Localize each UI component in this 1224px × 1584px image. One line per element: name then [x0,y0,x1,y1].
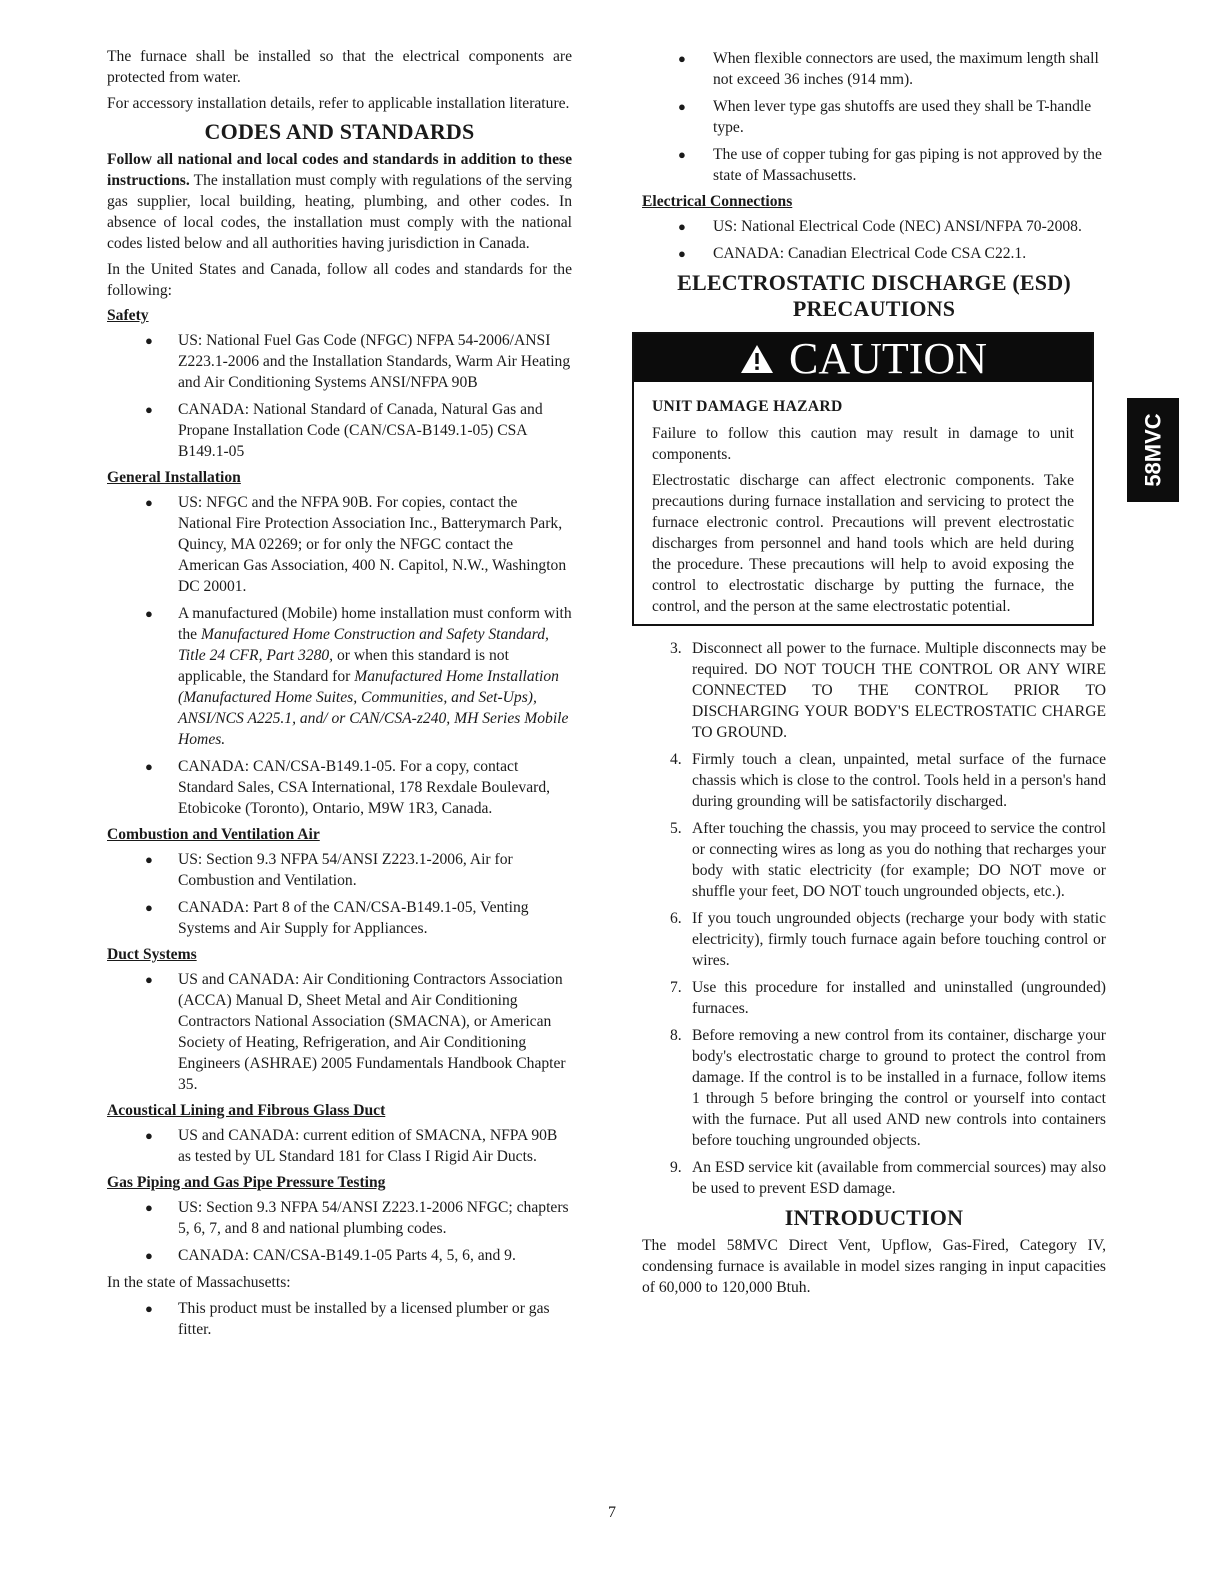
duct-systems-list [107,969,572,1095]
bullet-icon: ● [678,147,686,162]
duct-systems-heading: Duct Systems [107,946,197,963]
list-item [107,1298,572,1340]
list-item-text: When lever type gas shutoffs are used they shall be T-handle type. [713,98,1092,136]
step-number: 9. [670,1159,682,1176]
esd-heading-line-2: PRECAUTIONS [792,296,956,321]
bullet-icon: ● [145,759,153,774]
bullet-icon: ● [145,852,153,867]
list-item-text: The use of copper tubing for gas piping is not approved by the state of Massachusetts. [713,146,1102,184]
general-installation-heading: General Installation [107,469,241,486]
step-text: Use this procedure for installed and uninstalled (ungrounded) furnaces. [692,979,1106,1017]
step-text: If you touch ungrounded objects (recharge your body with static electricity), firmly touch furnace again before touching control or wires. [692,910,1106,969]
list-item [107,756,572,819]
list-item [642,749,1106,812]
step-number: 8. [670,1027,682,1044]
bullet-icon: ● [145,402,153,417]
caution-banner-text: CAUTION [789,334,987,383]
list-item-text: US: NFGC and the NFPA 90B. For copies, contact the National Fire Protection Association Inc., Batterymarch Park, Quincy, MA 02269; or for only the NFGC contact the American Gas Association, 400 N. Capitol, N.W., Washington DC 20001. [178,494,567,595]
bullet-icon: ● [145,606,153,621]
list-item-text: US: Section 9.3 NFPA 54/ANSI Z223.1-2006, Air for Combustion and Ventilation. [178,851,513,889]
step-number: 6. [670,910,682,927]
step-number: 3. [670,640,682,657]
safety-heading: Safety [107,307,149,324]
step-text: Firmly touch a clean, unpainted, metal surface of the furnace chassis which is close to the control. Tools held in a person's hand during grounding will be satisfactorily discharged. [692,751,1106,810]
page-number: 7 [608,1504,616,1521]
gas-piping-heading: Gas Piping and Gas Pipe Pressure Testing [107,1174,386,1191]
list-item-text: US and CANADA: current edition of SMACNA, NFPA 90B as tested by UL Standard 181 for Class I Rigid Air Ducts. [178,1127,558,1165]
list-item-text: US: Section 9.3 NFPA 54/ANSI Z223.1-2006 NFGC; chapters 5, 6, 7, and 8 and national plumbing codes. [178,1199,569,1237]
intro-paragraph-1: The furnace shall be installed so that the electrical components are protected from water. [107,48,572,86]
caution-title: UNIT DAMAGE HAZARD [652,398,843,415]
safety-list [107,330,572,462]
combustion-list [107,849,572,939]
list-item [642,977,1106,1019]
italic-title: Manufactured Home Installation (Manufactured Home Suites, Communities, and Set-Ups), ANSI/NCS A225.1, and/ or CAN/CSA-z240, MH Series Mobile Homes. [178,668,569,748]
list-item [642,1157,1106,1199]
caution-body [634,382,1092,624]
list-item [107,897,572,939]
bullet-icon: ● [145,972,153,987]
step-text: Disconnect all power to the furnace. Multiple disconnects may be required. DO NOT TOUCH THE CONTROL OR ANY WIRE CONNECTED TO THE CONTROL PRIOR TO DISCHARGING YOUR BODY'S ELECTROSTATIC CHARGE TO GROUND. [692,640,1106,741]
codes-rest-text: The installation must comply with regulations of the serving gas supplier, local building, heating, plumbing, and other codes. In absence of local codes, the installation must comply with the national codes listed below and all authorities having jurisdiction in Canada. [107,172,572,252]
bullet-icon: ● [678,219,686,234]
bullet-icon: ● [678,99,686,114]
caution-box [632,332,1094,626]
list-item-text: A manufactured (Mobile) home installation must conform with the [178,605,572,643]
electrical-connections-list [642,216,1106,264]
list-item [107,1245,572,1266]
combustion-heading: Combustion and Ventilation Air [107,826,320,843]
right-column [642,46,1106,1303]
caution-banner [634,334,1092,382]
side-tab [1127,398,1179,502]
list-item-text: US: National Fuel Gas Code (NFGC) NFPA 54-2006/ANSI Z223.1-2006 and the Installation Standards, Warm Air Heating and Air Conditioning Systems ANSI/NFPA 90B [178,332,571,391]
list-item [107,849,572,891]
introduction-heading: INTRODUCTION [784,1205,964,1230]
list-item [107,1197,572,1239]
list-item-text: US: National Electrical Code (NEC) ANSI/NFPA 70-2008. [713,218,1082,235]
list-item [642,243,1106,264]
massachusetts-paragraph: In the state of Massachusetts: [107,1274,291,1291]
list-item [642,144,1106,186]
esd-heading-line-1: ELECTROSTATIC DISCHARGE (ESD) [677,270,1071,295]
list-item [107,1125,572,1167]
list-item-text: CANADA: CAN/CSA-B149.1-05. For a copy, contact Standard Sales, CSA International, 178 Rexdale Boulevard, Etobicoke (Toronto), Ontario, M9W 1R3, Canada. [178,758,551,817]
caution-paragraph-2: Electrostatic discharge can affect electronic components. Take precautions during furnace installation and servicing to protect the furnace electronic control. Precautions will prevent electrostatic discharges from personnel and hand tools which are held during the procedure. These precautions will help to avoid exposing the control to electrostatic discharge by putting the furnace, the control, and the person at the same electrostatic potential. [652,472,1074,615]
codes-paragraph [107,149,572,254]
list-item [107,330,572,393]
italic-title: Manufactured Home Construction and Safety Standard, Title 24 CFR, Part 3280, [178,626,549,664]
list-item-text: CANADA: Part 8 of the CAN/CSA-B149.1-05, Venting Systems and Air Supply for Appliances. [178,899,529,937]
bullet-icon: ● [145,900,153,915]
bullet-icon: ● [145,1248,153,1263]
bullet-icon: ● [678,246,686,261]
step-text: After touching the chassis, you may proceed to service the control or connecting wires as long as you do nothing that recharges your body with static electricity (for example; DO NOT move or shuffle your feet, DO NOT touch ungrounded objects, etc.). [692,820,1106,900]
list-item [107,399,572,462]
list-item [107,492,572,597]
list-item [642,908,1106,971]
bullet-icon: ● [678,51,686,66]
list-item-text: CANADA: National Standard of Canada, Natural Gas and Propane Installation Code (CAN/CSA-B149.1-05) CSA B149.1-05 [178,401,543,460]
massachusetts-list [107,1298,572,1340]
list-item-text: CANADA: CAN/CSA-B149.1-05 Parts 4, 5, 6, and 9. [178,1247,516,1264]
list-item [642,638,1106,743]
esd-steps-list [642,638,1106,1199]
bullet-icon: ● [145,1200,153,1215]
acoustical-list [107,1125,572,1167]
caution-paragraph-1: Failure to follow this caution may result in damage to unit components. [652,425,1074,463]
bullet-icon: ● [145,1301,153,1316]
step-number: 5. [670,820,682,837]
warning-triangle-icon [739,343,775,375]
list-item [642,216,1106,237]
step-number: 7. [670,979,682,996]
step-number: 4. [670,751,682,768]
intro-paragraph-2: For accessory installation details, refer to applicable installation literature. [107,95,570,112]
bullet-icon: ● [145,333,153,348]
list-item-text: CANADA: Canadian Electrical Code CSA C22.1. [713,245,1027,262]
gas-piping-list [107,1197,572,1266]
side-tab-label: 58MVC [1140,413,1166,487]
left-column [107,46,572,1346]
list-item-text: When flexible connectors are used, the maximum length shall not exceed 36 inches (914 mm). [713,50,1099,88]
list-item [642,48,1106,90]
list-item [642,818,1106,902]
bullet-icon: ● [145,1128,153,1143]
general-installation-list [107,492,572,819]
list-item-text: or when this standard is not applicable, the Standard for [178,647,509,685]
list-item [107,603,572,750]
list-item [642,1025,1106,1151]
list-item-text: US and CANADA: Air Conditioning Contractors Association (ACCA) Manual D, Sheet Metal and Air Conditioning Contractors National Association (SMACNA), or American Society of Heating, Refrigeration, and Air Conditioning Engineers (ASHRAE) 2005 Fundamentals Handbook Chapter 35. [178,971,566,1093]
introduction-paragraph: The model 58MVC Direct Vent, Upflow, Gas-Fired, Category IV, condensing furnace is available in model sizes ranging in input capacities of 60,000 to 120,000 Btuh. [642,1237,1106,1296]
follow-paragraph: In the United States and Canada, follow all codes and standards for the following: [107,261,572,299]
codes-bold-text: Follow all national and local codes and standards in addition to these instructions. [107,151,572,189]
codes-heading: CODES AND STANDARDS [204,119,475,144]
acoustical-heading: Acoustical Lining and Fibrous Glass Duct [107,1102,386,1119]
list-item [642,96,1106,138]
bullet-icon: ● [145,495,153,510]
step-text: Before removing a new control from its container, discharge your body's electrostatic charge to ground to protect the control from damage. If the control is to be installed in a furnace, follow items 1 through 5 before bringing the control or yourself into contact with the furnace. Put all used AND new controls into containers before touching ungrounded objects. [692,1027,1106,1149]
step-text: An ESD service kit (available from commercial sources) may also be used to prevent ESD damage. [692,1159,1106,1197]
list-item-text: This product must be installed by a licensed plumber or gas fitter. [178,1300,550,1338]
list-item [107,969,572,1095]
electrical-connections-heading: Electrical Connections [642,193,793,210]
massachusetts-continued-list [642,48,1106,186]
